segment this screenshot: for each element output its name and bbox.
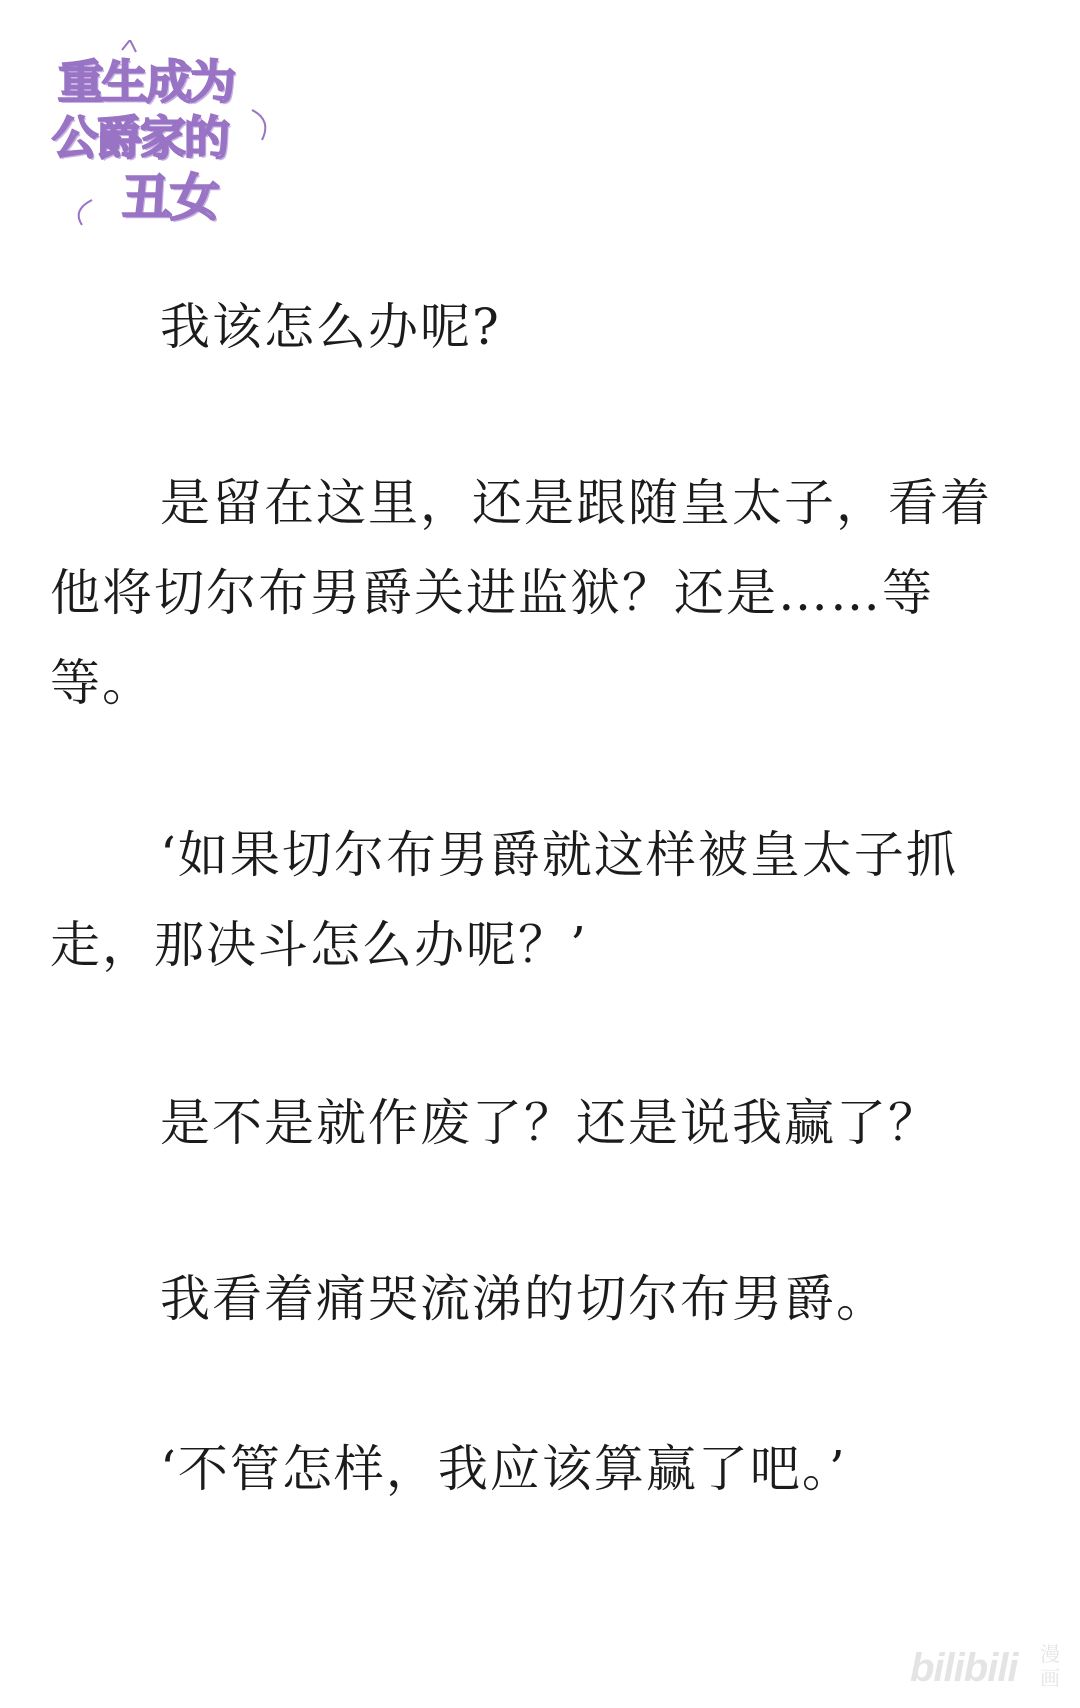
- paragraph: 是留在这里，还是跟随皇太子，看着他将切尔布男爵关进监狱？还是……等等。: [50, 474, 992, 712]
- logo-line-1: 重生成为: [58, 55, 234, 109]
- comic-title-logo: [52, 40, 272, 230]
- bilibili-manga-watermark: [910, 1640, 1070, 1700]
- watermark-brand: bilibili: [910, 1646, 1018, 1690]
- watermark-tag: 漫画: [1040, 1642, 1060, 1690]
- paragraph: ‘如果切尔布男爵就这样被皇太子抓走，那决斗怎么办呢？’: [50, 826, 958, 974]
- paragraph: 我该怎么办呢?: [160, 298, 501, 356]
- paragraph: ‘不管怎样，我应该算赢了吧。’: [160, 1440, 847, 1498]
- paragraph: 我看着痛哭流涕的切尔布男爵。: [160, 1270, 888, 1328]
- logo-line-2: 公爵家的: [52, 111, 228, 165]
- paragraph: 是不是就作废了？还是说我赢了？: [160, 1094, 940, 1152]
- logo-line-3: 丑女: [122, 168, 218, 227]
